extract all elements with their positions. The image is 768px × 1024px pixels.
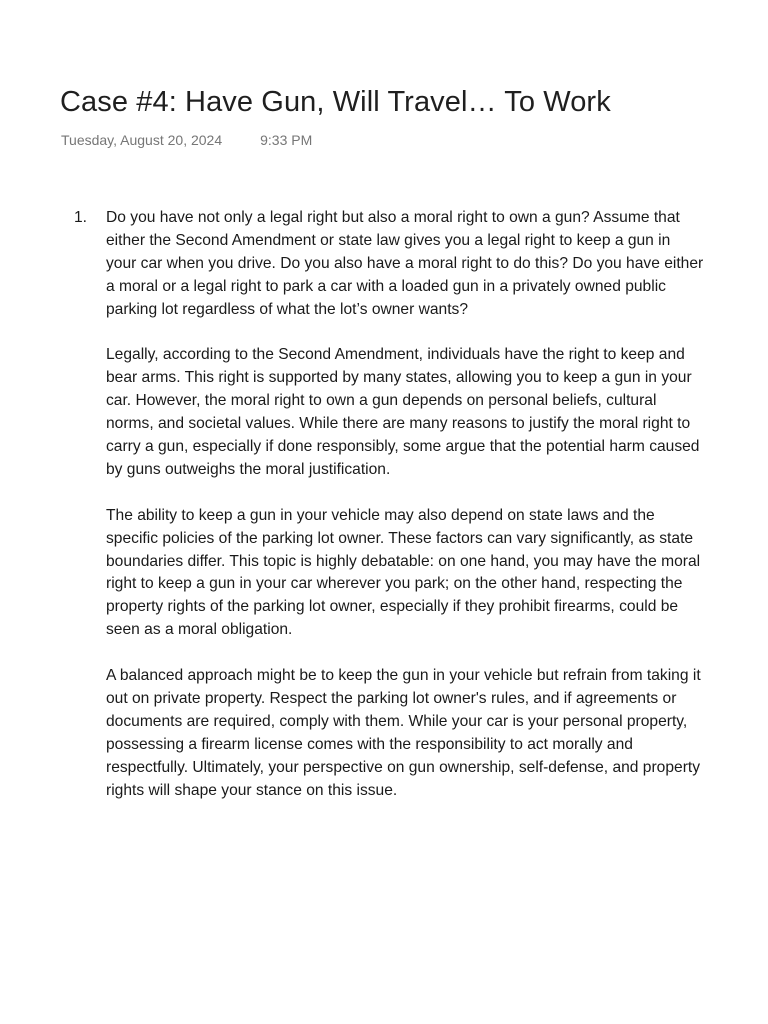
answer-paragraph: A balanced approach might be to keep the gun in your vehicle but refrain from taking it out on private property. Respect the parking lot owner's rules, and if agreements or documents are required, comply with them. While your car is your personal property, possessing a firearm license comes with the responsibility to act morally and respectfully. Ultimately, your perspective on gun ownership, self-defense, and property rights will shape your stance on this issue.	[106, 667, 701, 799]
created-date: Tuesday, August 20, 2024	[61, 132, 223, 148]
list-item-number: 1.	[74, 209, 88, 226]
answer-paragraph: The ability to keep a gun in your vehicle may also depend on state laws and the specific policies of the parking lot owner. These factors can vary significantly, as state boundaries differ. This topic is highly debatable: on one hand, you may have the moral right to keep a gun in your car wherever you park; on the other hand, respecting the property rights of the parking lot owner, especially if they prohibit firearms, could be seen as a moral obligation.	[106, 506, 701, 639]
question-paragraph: Do you have not only a legal right but also a moral right to own a gun? Assume that either the Second Amendment or state law gives you a legal right to keep a gun in your car when you drive. Do you also have a moral right to do this? Do you have either a moral or a legal right to park a car with a loaded gun in a privately owned public parking lot regardless of what the lot’s owner wants?	[106, 209, 704, 318]
note-content	[74, 207, 704, 803]
created-time: 9:33 PM	[260, 132, 313, 148]
list-item-body	[106, 207, 704, 803]
page-meta	[61, 132, 312, 148]
answer-paragraph: Legally, according to the Second Amendment, individuals have the right to keep and bear arms. This right is supported by many states, allowing you to keep a gun in your car. However, the moral right to own a gun depends on personal beliefs, cultural norms, and societal values. While there are many reasons to justify the moral right to carry a gun, especially if done responsibly, some argue that the potential harm caused by guns outweighs the moral justification.	[106, 346, 700, 478]
list-item	[74, 207, 704, 803]
page-title: Case #4: Have Gun, Will Travel… To Work	[60, 86, 611, 118]
